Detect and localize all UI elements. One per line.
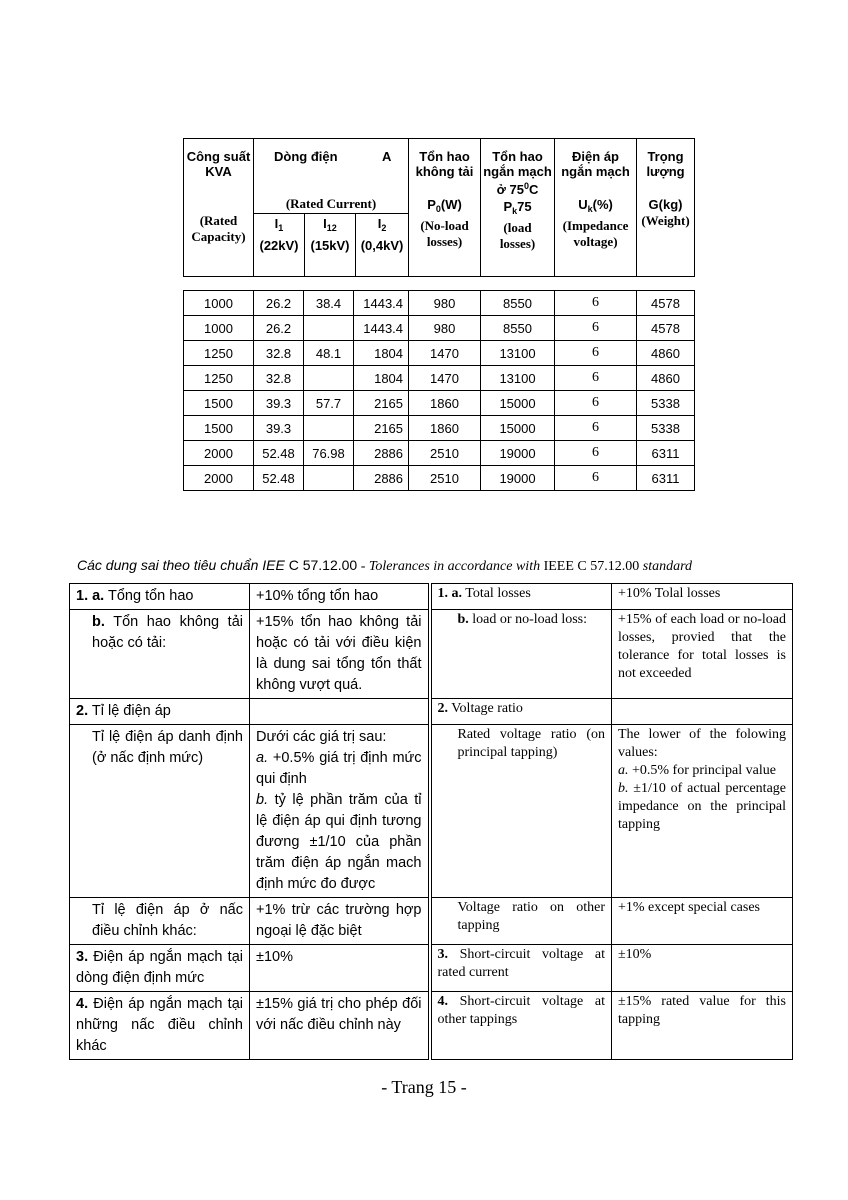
i2-cell: 1443.4: [354, 316, 409, 341]
en-label: b. load or no-load loss:: [430, 610, 612, 699]
capacity-cell: 1000: [184, 291, 254, 316]
vi-label: b. Tổn hao không tải hoặc có tải:: [70, 610, 250, 699]
en-value: ±10%: [612, 945, 793, 992]
vi-value: [250, 699, 430, 725]
i1-cell: 52.48: [254, 466, 304, 491]
impedance-cell: 6: [555, 391, 637, 416]
i2-cell: 2165: [354, 416, 409, 441]
en-label: Rated voltage ratio (on principal tapping): [430, 725, 612, 898]
impedance-cell: 6: [555, 466, 637, 491]
page-number: - Trang 15 -: [381, 1077, 467, 1097]
table-row: [184, 291, 695, 316]
current-unit: A: [382, 149, 392, 164]
header-i1: $I_1$ (22kV): [254, 214, 305, 276]
load-loss-cell: 13100: [481, 366, 555, 391]
caption-en-tail: standard: [639, 559, 693, 574]
table-row: [184, 391, 695, 416]
tolerance-row-other-tapping: [70, 898, 793, 945]
tolerance-table: [69, 583, 793, 1060]
impedance-cell: 6: [555, 416, 637, 441]
capacity-label-vi: Công suất: [186, 149, 251, 164]
en-label: 3. Short-circuit voltage at rated current: [430, 945, 612, 992]
load-loss-cell: 8550: [481, 316, 555, 341]
tolerance-row-voltage-ratio: [70, 699, 793, 725]
table-row: [184, 366, 695, 391]
i12-cell: [304, 316, 354, 341]
i12-cell: 57.7: [304, 391, 354, 416]
vi-value: ±10%: [250, 945, 430, 992]
impedance-cell: 6: [555, 441, 637, 466]
noload-loss-cell: 1470: [409, 366, 481, 391]
capacity-cell: 2000: [184, 441, 254, 466]
load-loss-cell: 15000: [481, 416, 555, 441]
en-value: The lower of the folowing values: a. +0.5% for principal value b. ±1/10 of actual percentage impedance on the principal tapping: [612, 725, 793, 898]
caption-vi: Các dung sai theo tiêu chuẩn IEE: [77, 557, 285, 573]
vi-value: +10% tổng tổn hao: [250, 584, 430, 610]
vi-value: ±15% giá trị cho phép đối với nấc điều chỉnh này: [250, 992, 430, 1060]
tolerance-row-rated-voltage-ratio: [70, 725, 793, 898]
load-loss-cell: 19000: [481, 441, 555, 466]
current-label-en: (Rated Current): [285, 196, 377, 211]
table-row: [184, 316, 695, 341]
vi-label: 1. a. Tổng tổn hao: [70, 584, 250, 610]
spec-table-body: [184, 291, 695, 491]
tolerance-row-load-loss: [70, 610, 793, 699]
i12-cell: 76.98: [304, 441, 354, 466]
header-impedance-voltage: Điện áp ngắn mạch $U_k(\%)$ (Impedance voltage): [555, 139, 637, 277]
i2-cell: 2886: [354, 441, 409, 466]
noload-loss-cell: 1860: [409, 391, 481, 416]
table-row: [184, 416, 695, 441]
capacity-unit: KVA: [205, 164, 232, 179]
i12-cell: [304, 466, 354, 491]
en-value: +1% except special cases: [612, 898, 793, 945]
weight-cell: 4578: [637, 316, 695, 341]
caption-en-standard: IEEE C 57.12.00: [543, 559, 640, 574]
weight-cell: 4860: [637, 341, 695, 366]
impedance-cell: 6: [555, 316, 637, 341]
table-row: [184, 466, 695, 491]
load-loss-cell: 19000: [481, 466, 555, 491]
en-value: ±15% rated value for this tapping: [612, 992, 793, 1060]
header-i2: $I_2$ (0,4kV): [360, 216, 404, 253]
vi-label: 2. Tỉ lệ điện áp: [70, 699, 250, 725]
en-value: [612, 699, 793, 725]
i12-cell: [304, 366, 354, 391]
capacity-cell: 2000: [184, 466, 254, 491]
noload-loss-cell: 980: [409, 316, 481, 341]
load-loss-cell: 13100: [481, 341, 555, 366]
vi-value: Dưới các giá trị sau: a. +0.5% giá trị định mức qui định b. tỷ lệ phần trăm của tỉ lệ điện áp qui định tương đương ±1/10 của phần trăm điện áp ngắn mach định mức đo được: [250, 725, 430, 898]
i1-cell: 39.3: [254, 416, 304, 441]
i2-cell: 1443.4: [354, 291, 409, 316]
i1-cell: 32.8: [254, 366, 304, 391]
header-capacity: [184, 139, 254, 277]
i12-cell: 48.1: [304, 341, 354, 366]
capacity-label-en-2: Capacity): [191, 229, 246, 244]
tolerance-row-short-circuit-other: [70, 992, 793, 1060]
i2-cell: 1804: [354, 366, 409, 391]
vi-label: 3. Điện áp ngắn mạch tại dòng điện định mức: [70, 945, 250, 992]
current-label-vi: Dòng điện: [274, 149, 338, 164]
weight-cell: 6311: [637, 466, 695, 491]
table-row: [184, 341, 695, 366]
i1-cell: 32.8: [254, 341, 304, 366]
weight-cell: 4578: [637, 291, 695, 316]
header-load-loss: Tổn hao ngắn mạch ở $75^0C$ $P_k75$ (load losses): [481, 139, 555, 277]
caption-en: - Tolerances in accordance with: [357, 559, 544, 574]
noload-loss-cell: 980: [409, 291, 481, 316]
load-loss-cell: 15000: [481, 391, 555, 416]
i1-cell: 26.2: [254, 291, 304, 316]
noload-loss-cell: 2510: [409, 466, 481, 491]
impedance-cell: 6: [555, 341, 637, 366]
en-value: +10% Tolal losses: [612, 584, 793, 610]
vi-label: Tỉ lệ điện áp danh định (ở nấc định mức): [70, 725, 250, 898]
caption-standard-code: C 57.12.00: [284, 557, 358, 573]
noload-loss-cell: 2510: [409, 441, 481, 466]
en-value: +15% of each load or no-load losses, provied that the tolerance for total losses is not exceeded: [612, 610, 793, 699]
capacity-cell: 1000: [184, 316, 254, 341]
load-loss-cell: 8550: [481, 291, 555, 316]
en-label: 4. Short-circuit voltage at other tappings: [430, 992, 612, 1060]
i2-cell: 1804: [354, 341, 409, 366]
tolerance-row-short-circuit-rated: [70, 945, 793, 992]
capacity-cell: 1250: [184, 341, 254, 366]
capacity-cell: 1250: [184, 366, 254, 391]
i2-cell: 2165: [354, 391, 409, 416]
vi-value: +15% tổn hao không tải hoặc có tải với điều kiện là dung sai tổng tổn thất không vượt quá.: [250, 610, 430, 699]
header-weight: Trọng lượng G(kg) (Weight): [637, 139, 695, 277]
en-label: 1. a. Total losses: [430, 584, 612, 610]
tolerance-row-total-losses: [70, 584, 793, 610]
table-row: [184, 441, 695, 466]
weight-cell: 5338: [637, 391, 695, 416]
capacity-label-en-1: (Rated: [199, 213, 238, 228]
i2-cell: 2886: [354, 466, 409, 491]
impedance-cell: 6: [555, 366, 637, 391]
weight-cell: 5338: [637, 416, 695, 441]
i12-cell: [304, 416, 354, 441]
i1-cell: 26.2: [254, 316, 304, 341]
i1-cell: 39.3: [254, 391, 304, 416]
noload-loss-cell: 1860: [409, 416, 481, 441]
noload-loss-cell: 1470: [409, 341, 481, 366]
header-noload-loss: Tổn hao không tải $P_0(W)$ (No-load losses): [409, 139, 481, 277]
weight-cell: 6311: [637, 441, 695, 466]
header-current: [254, 139, 409, 277]
capacity-cell: 1500: [184, 416, 254, 441]
weight-cell: 4860: [637, 366, 695, 391]
vi-label: 4. Điện áp ngắn mạch tại những nấc điều chỉnh khác: [70, 992, 250, 1060]
en-label: Voltage ratio on other tapping: [430, 898, 612, 945]
vi-value: +1% trừ các trường hợp ngoại lệ đặc biệt: [250, 898, 430, 945]
impedance-cell: 6: [555, 291, 637, 316]
vi-label: Tỉ lệ điện áp ở nấc điều chỉnh khác:: [70, 898, 250, 945]
transformer-spec-table: [183, 138, 695, 491]
header-i12: $I_{12}$ (15kV): [305, 214, 356, 276]
en-label: 2. Voltage ratio: [430, 699, 612, 725]
tolerance-caption: [77, 557, 692, 575]
i1-cell: 52.48: [254, 441, 304, 466]
capacity-cell: 1500: [184, 391, 254, 416]
i12-cell: 38.4: [304, 291, 354, 316]
